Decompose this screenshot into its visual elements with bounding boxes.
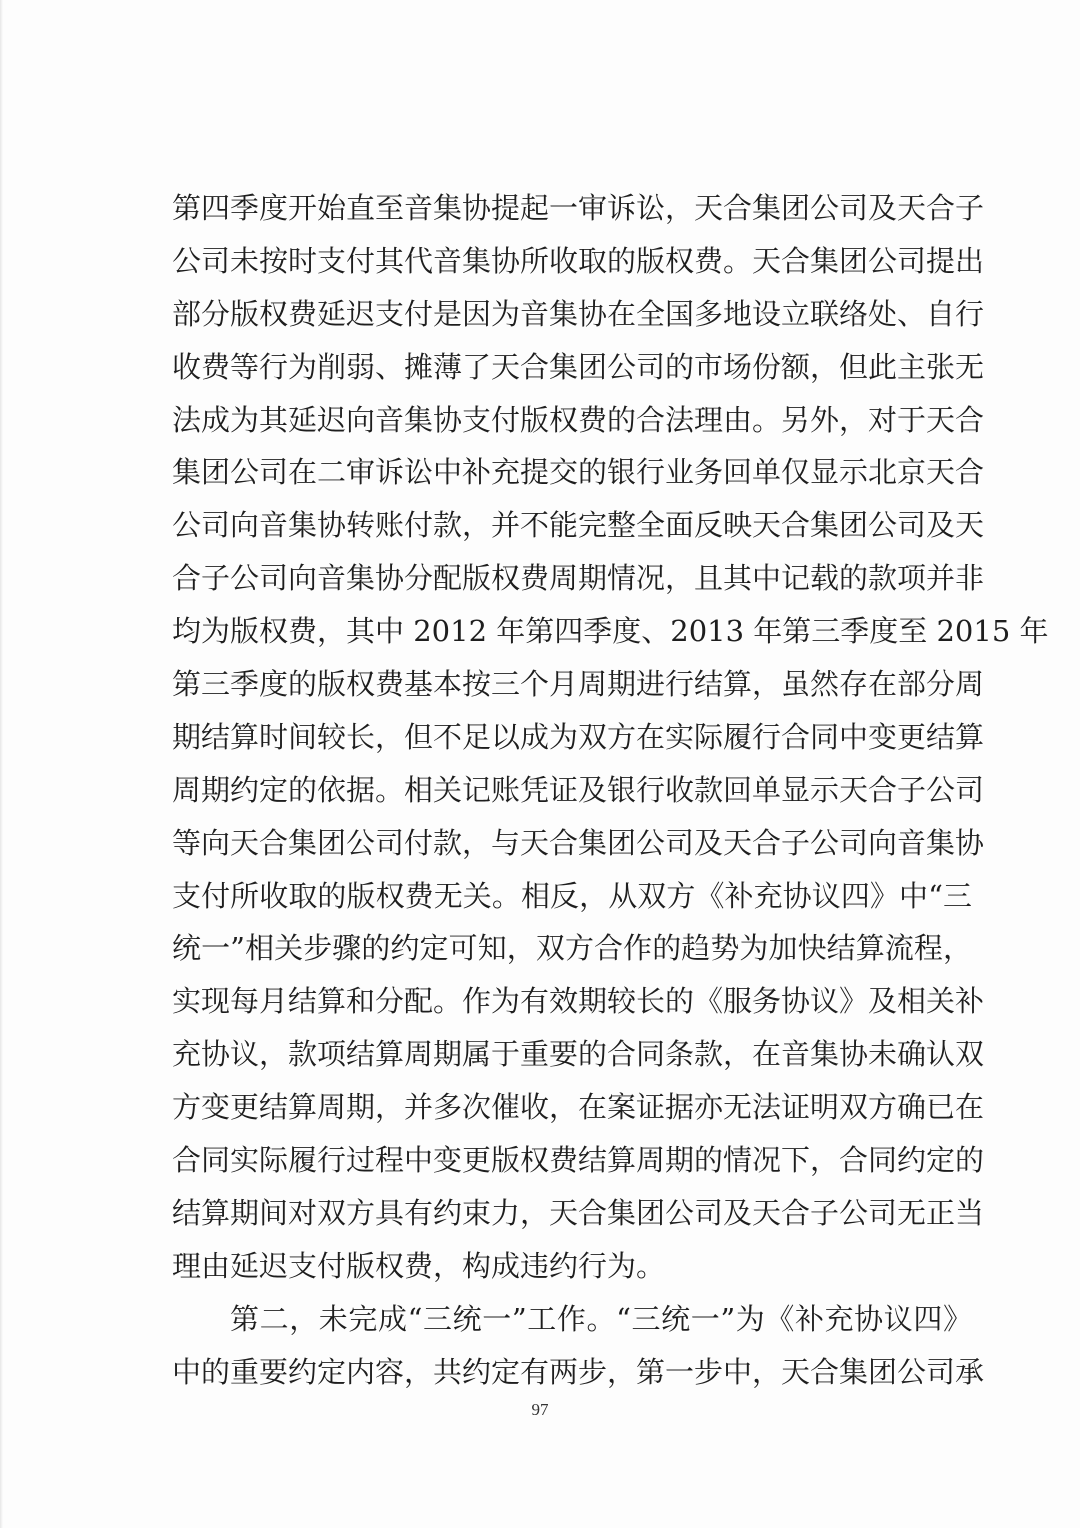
body-line: 集团公司在二审诉讼中补充提交的银行业务回单仅显示北京天合 bbox=[172, 455, 985, 490]
body-line: 支付所收取的版权费无关。相反，从双方《补充协议四》中“三 bbox=[172, 878, 972, 913]
body-line-paragraph-end: 理由延迟支付版权费，构成违约行为。 bbox=[172, 1248, 666, 1283]
paragraph-2-line: 中的重要约定内容，共约定有两步，第一步中，天合集团公司承 bbox=[172, 1354, 985, 1389]
body-line: 公司向音集协转账付款，并不能完整全面反映天合集团公司及天 bbox=[172, 508, 985, 543]
page-number: 97 bbox=[531, 1400, 549, 1419]
body-line: 方变更结算周期，并多次催收，在案证据亦无法证明双方确已在 bbox=[172, 1090, 985, 1125]
scan-edge-shadow bbox=[0, 0, 3, 1528]
paragraph-2-first-line: 第二，未完成“三统一”工作。“三统一”为《补充协议四》 bbox=[230, 1301, 972, 1336]
body-line: 合同实际履行过程中变更版权费结算周期的情况下，合同约定的 bbox=[172, 1143, 985, 1178]
body-line: 等向天合集团公司付款，与天合集团公司及天合子公司向音集协 bbox=[172, 825, 985, 860]
body-line: 收费等行为削弱、摊薄了天合集团公司的市场份额，但此主张无 bbox=[172, 349, 985, 384]
body-line: 结算期间对双方具有约束力，天合集团公司及天合子公司无正当 bbox=[172, 1195, 985, 1230]
body-line: 合子公司向音集协分配版权费周期情况，且其中记载的款项并非 bbox=[172, 561, 985, 596]
body-line: 第三季度的版权费基本按三个月周期进行结算，虽然存在部分周 bbox=[172, 667, 985, 702]
body-line: 统一”相关步骤的约定可知，双方合作的趋势为加快结算流程， bbox=[172, 931, 972, 966]
body-line: 均为版权费，其中 2012 年第四季度、2013 年第三季度至 2015 年 bbox=[172, 614, 1049, 649]
body-line: 周期约定的依据。相关记账凭证及银行收款回单显示天合子公司 bbox=[172, 772, 985, 807]
body-line: 公司未按时支付其代音集协所收取的版权费。天合集团公司提出 bbox=[172, 243, 985, 278]
body-line: 第四季度开始直至音集协提起一审诉讼，天合集团公司及天合子 bbox=[172, 191, 985, 225]
body-line: 部分版权费延迟支付是因为音集协在全国多地设立联络处、自行 bbox=[172, 296, 985, 331]
body-line: 实现每月结算和分配。作为有效期较长的《服务协议》及相关补 bbox=[172, 984, 985, 1019]
document-body bbox=[172, 182, 1049, 1398]
body-line: 法成为其延迟向音集协支付版权费的合法理由。另外，对于天合 bbox=[172, 402, 985, 437]
body-line: 充协议，款项结算周期属于重要的合同条款，在音集协未确认双 bbox=[172, 1037, 985, 1072]
body-line: 期结算时间较长，但不足以成为双方在实际履行合同中变更结算 bbox=[172, 719, 985, 754]
